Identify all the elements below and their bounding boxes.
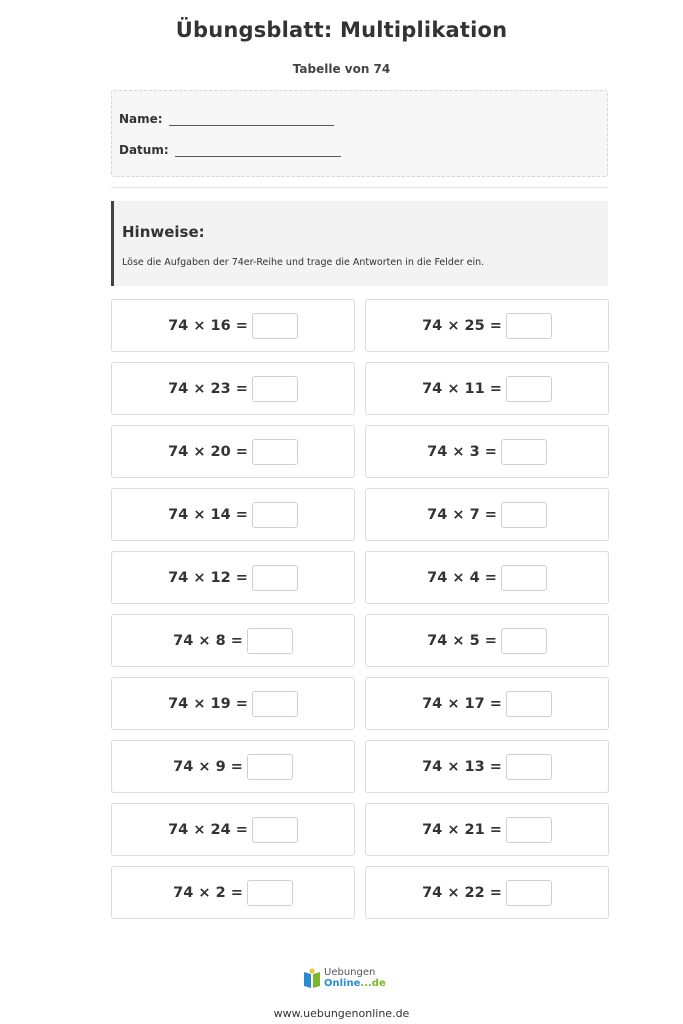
task-expression: 74 × 5 = <box>427 632 497 649</box>
task-expression: 74 × 11 = <box>422 380 502 397</box>
student-info-box <box>111 90 608 177</box>
task-expression: 74 × 12 = <box>168 569 248 586</box>
answer-box[interactable] <box>252 817 298 843</box>
worksheet-title: Übungsblatt: Multiplikation <box>175 18 508 42</box>
task-card <box>111 866 355 919</box>
answer-box[interactable] <box>501 439 547 465</box>
task-card <box>365 488 609 541</box>
answer-box[interactable] <box>252 502 298 528</box>
answer-box[interactable] <box>247 754 293 780</box>
task-card <box>111 614 355 667</box>
task-card <box>111 362 355 415</box>
answer-box[interactable] <box>501 502 547 528</box>
site-logo <box>302 966 386 992</box>
date-field[interactable] <box>119 143 341 157</box>
answer-box[interactable] <box>247 628 293 654</box>
logo-text-tld: ...de <box>360 978 386 989</box>
task-card <box>365 299 609 352</box>
task-card <box>365 803 609 856</box>
task-expression: 74 × 22 = <box>422 884 502 901</box>
hints-title: Hinweise: <box>122 223 205 241</box>
answer-box[interactable] <box>506 313 552 339</box>
task-card <box>111 803 355 856</box>
name-label: Name: <box>119 112 163 126</box>
divider <box>111 187 608 188</box>
task-expression: 74 × 25 = <box>422 317 502 334</box>
task-card <box>365 866 609 919</box>
answer-box[interactable] <box>506 817 552 843</box>
logo-text-online <box>324 979 386 989</box>
task-card <box>365 425 609 478</box>
answer-box[interactable] <box>506 691 552 717</box>
task-expression: 74 × 19 = <box>168 695 248 712</box>
answer-box[interactable] <box>252 376 298 402</box>
book-icon <box>302 968 322 990</box>
task-expression: 74 × 4 = <box>427 569 497 586</box>
answer-box[interactable] <box>252 439 298 465</box>
name-line[interactable] <box>169 115 334 126</box>
name-field[interactable] <box>119 112 334 126</box>
answer-box[interactable] <box>247 880 293 906</box>
answer-box[interactable] <box>506 376 552 402</box>
task-expression: 74 × 8 = <box>173 632 243 649</box>
hints-box <box>111 201 608 286</box>
task-expression: 74 × 20 = <box>168 443 248 460</box>
task-expression: 74 × 17 = <box>422 695 502 712</box>
task-expression: 74 × 3 = <box>427 443 497 460</box>
answer-box[interactable] <box>252 313 298 339</box>
task-expression: 74 × 14 = <box>168 506 248 523</box>
date-line[interactable] <box>175 146 341 157</box>
answer-box[interactable] <box>252 691 298 717</box>
task-expression: 74 × 2 = <box>173 884 243 901</box>
worksheet-subtitle: Tabelle von 74 <box>292 62 391 76</box>
task-card <box>111 425 355 478</box>
answer-box[interactable] <box>252 565 298 591</box>
answer-box[interactable] <box>506 754 552 780</box>
task-expression: 74 × 24 = <box>168 821 248 838</box>
task-card <box>111 299 355 352</box>
task-card <box>111 677 355 730</box>
task-card <box>365 740 609 793</box>
hints-text: Löse die Aufgaben der 74er-Reihe und trage die Antworten in die Felder ein. <box>122 257 485 268</box>
task-card <box>365 551 609 604</box>
date-label: Datum: <box>119 143 169 157</box>
answer-box[interactable] <box>506 880 552 906</box>
task-grid <box>111 299 609 919</box>
task-card <box>365 677 609 730</box>
task-card <box>365 614 609 667</box>
task-expression: 74 × 21 = <box>422 821 502 838</box>
task-expression: 74 × 16 = <box>168 317 248 334</box>
logo-text-online-word: Online <box>324 978 361 989</box>
footer-url[interactable]: www.uebungenonline.de <box>273 1007 410 1020</box>
logo-text-uebungen: Uebungen <box>324 967 376 978</box>
task-expression: 74 × 7 = <box>427 506 497 523</box>
task-expression: 74 × 13 = <box>422 758 502 775</box>
task-expression: 74 × 9 = <box>173 758 243 775</box>
task-card <box>111 740 355 793</box>
task-expression: 74 × 23 = <box>168 380 248 397</box>
task-card <box>111 488 355 541</box>
answer-box[interactable] <box>501 628 547 654</box>
task-card <box>365 362 609 415</box>
answer-box[interactable] <box>501 565 547 591</box>
task-card <box>111 551 355 604</box>
